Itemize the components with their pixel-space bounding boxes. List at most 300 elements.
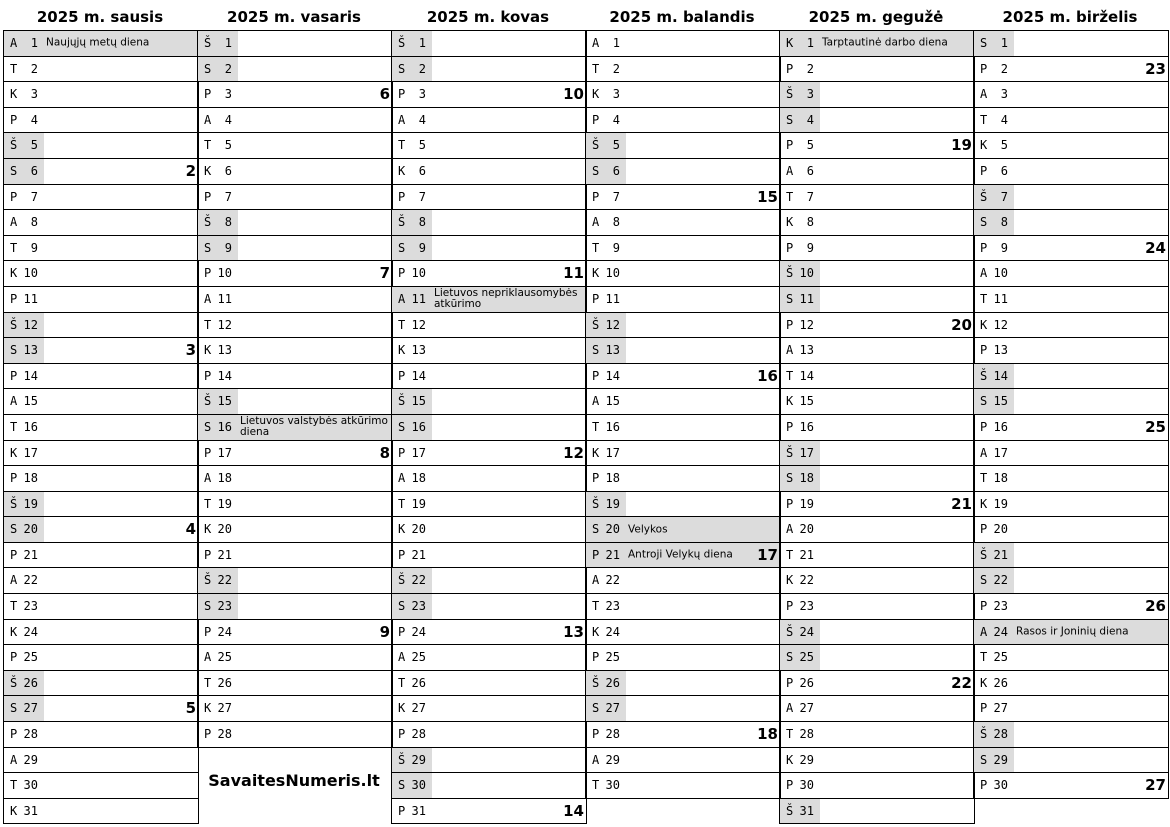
weekday-letter: K [786,36,794,50]
weekday-letter: S [592,343,600,358]
day-row [974,645,1168,671]
day-list [779,30,975,824]
weekday-letter: T [204,675,212,690]
holiday-name: Tarptautinė darbo diena [822,36,948,49]
day-row [198,492,392,518]
day-number: 7 [418,189,426,204]
holiday-name: Antroji Velykų diena [628,548,733,561]
day-number: 21 [217,547,232,562]
weekday-letter: Š [786,266,794,281]
day-number: 5 [30,138,38,153]
day-row [586,108,780,134]
day-row [974,236,1168,262]
weekday-letter: K [980,317,988,332]
weekday-letter: Š [980,189,988,204]
day-list [585,30,781,799]
weekday-letter: P [10,650,18,665]
weekday-letter: P [980,240,988,255]
day-row [392,543,586,569]
weekday-letter: T [204,496,212,511]
day-row [780,364,974,390]
month-title: 2025 m. birželis [1002,8,1138,26]
day-row [586,441,780,467]
day-number: 14 [799,368,814,383]
day-number: 7 [30,189,38,204]
weekday-letter: Š [980,368,988,383]
day-number: 26 [993,675,1008,690]
day-row [780,773,974,799]
weekday-letter: A [204,650,212,665]
day-number: 26 [217,675,232,690]
day-number: 9 [1000,240,1008,255]
weekday-letter: P [398,266,406,281]
week-number: 5 [185,699,196,718]
weekday-letter: P [10,189,18,204]
day-number: 5 [1000,138,1008,153]
day-row [974,159,1168,185]
day-row [4,696,198,722]
day-number: 25 [605,650,620,665]
day-number: 9 [806,240,814,255]
weekday-letter: S [398,778,406,793]
day-row [198,133,392,159]
weekday-letter: Š [10,496,18,511]
weekday-letter: T [786,547,794,562]
day-number: 30 [993,778,1008,793]
day-number: 16 [217,419,232,434]
weekday-letter: A [786,343,794,358]
weekday-letter: T [204,138,212,153]
day-row [198,466,392,492]
day-row [586,671,780,697]
weekday-letter: A [592,394,600,409]
weekday-letter: P [204,445,212,460]
week-number: 26 [1145,597,1166,616]
day-number: 9 [612,240,620,255]
weekday-letter: S [786,471,794,486]
day-number: 19 [993,496,1008,511]
weekday-letter: P [980,522,988,537]
weekday-letter: S [980,394,988,409]
day-row [4,82,198,108]
day-number: 23 [217,599,232,614]
day-number: 23 [23,599,38,614]
day-number: 2 [806,61,814,76]
weekday-letter: A [980,87,988,102]
day-row [4,313,198,339]
weekday-letter: P [204,727,212,742]
weekday-letter: S [10,522,18,537]
day-row [974,338,1168,364]
day-row [392,159,586,185]
day-number: 19 [411,496,426,511]
weekday-letter: P [786,778,794,793]
holiday-name: Lietuvos valstybės atkūrimo diena [240,415,388,439]
weekday-letter: S [980,215,988,230]
weekday-letter: P [10,471,18,486]
day-row [4,338,198,364]
day-row [4,108,198,134]
day-number: 27 [799,701,814,716]
day-row [974,671,1168,697]
day-row [392,568,586,594]
day-number: 29 [993,752,1008,767]
day-row [586,133,780,159]
day-row [4,568,198,594]
weekday-letter: P [204,266,212,281]
week-number: 6 [379,85,390,104]
week-number: 23 [1145,59,1166,78]
day-number: 22 [605,573,620,588]
day-row [198,389,392,415]
day-number: 5 [224,138,232,153]
day-row [198,236,392,262]
day-row [392,31,586,57]
weekday-letter: P [592,727,600,742]
day-row [586,466,780,492]
day-number: 17 [411,445,426,460]
day-row [974,748,1168,774]
day-row [780,722,974,748]
week-number: 18 [757,725,778,744]
day-number: 17 [799,445,814,460]
week-number: 24 [1145,238,1166,257]
weekday-letter: P [398,624,406,639]
weekday-letter: K [592,624,600,639]
weekday-letter: T [10,599,18,614]
weekday-letter: T [786,368,794,383]
day-row [198,645,392,671]
day-number: 15 [605,394,620,409]
week-number: 19 [951,136,972,155]
weekday-letter: P [398,189,406,204]
day-number: 18 [799,471,814,486]
weekday-letter: Š [204,394,212,409]
day-row [4,210,198,236]
day-number: 6 [806,163,814,178]
weekday-letter: Š [398,36,406,50]
day-row [392,620,586,646]
day-row [392,338,586,364]
day-number: 11 [993,291,1008,306]
day-number: 9 [30,240,38,255]
weekday-letter: K [398,701,406,716]
day-number: 11 [411,291,426,306]
day-row [974,133,1168,159]
holiday-name: Lietuvos nepriklausomybės atkūrimo [434,287,578,311]
day-number: 28 [605,727,620,742]
day-number: 10 [23,266,38,281]
day-number: 23 [993,599,1008,614]
day-number: 19 [23,496,38,511]
weekday-letter: P [398,87,406,102]
day-row [974,620,1168,646]
day-row [4,261,198,287]
day-row [780,620,974,646]
weekday-letter: Š [592,496,600,511]
day-row [586,82,780,108]
holiday-name: Velykos [628,523,668,536]
day-row [198,415,392,441]
day-number: 5 [806,138,814,153]
day-number: 20 [993,522,1008,537]
weekday-letter: S [204,599,212,614]
weekday-letter: P [398,803,406,818]
day-row [4,389,198,415]
day-row [392,748,586,774]
day-row [198,210,392,236]
day-number: 9 [224,240,232,255]
day-number: 18 [605,471,620,486]
day-list [197,30,393,748]
day-row [4,773,198,799]
weekday-letter: P [980,343,988,358]
weekday-letter: P [786,419,794,434]
day-number: 17 [993,445,1008,460]
week-number: 22 [951,673,972,692]
day-number: 3 [30,87,38,102]
day-number: 8 [1000,215,1008,230]
month-title: 2025 m. sausis [36,8,164,26]
day-number: 1 [224,36,232,50]
day-number: 2 [612,61,620,76]
day-row [198,159,392,185]
day-row [4,441,198,467]
weekday-letter: K [204,163,212,178]
weekday-letter: P [592,291,600,306]
weekday-letter: P [786,675,794,690]
day-number: 19 [217,496,232,511]
day-row [780,389,974,415]
day-row [586,645,780,671]
weekday-letter: T [10,61,18,76]
weekday-letter: T [980,650,988,665]
weekday-letter: Š [10,675,18,690]
weekday-letter: K [786,394,794,409]
day-number: 24 [411,624,426,639]
day-row [780,210,974,236]
weekday-letter: P [786,317,794,332]
day-number: 21 [799,547,814,562]
weekday-letter: S [592,163,600,178]
day-row [780,82,974,108]
day-number: 16 [23,419,38,434]
weekday-letter: A [592,36,600,50]
day-number: 2 [1000,61,1008,76]
weekday-letter: T [10,240,18,255]
day-number: 30 [605,778,620,793]
weekday-letter: Š [592,675,600,690]
day-number: 30 [799,778,814,793]
site-name: SavaitesNumeris.lt [208,771,380,790]
weekday-letter: Š [204,215,212,230]
day-row [780,543,974,569]
weekday-letter: P [204,368,212,383]
day-number: 12 [799,317,814,332]
day-number: 15 [993,394,1008,409]
weekday-letter: K [786,215,794,230]
day-number: 21 [411,547,426,562]
weekday-letter: A [592,573,600,588]
day-row [974,543,1168,569]
day-row [392,441,586,467]
day-number: 24 [993,624,1008,639]
day-row [198,696,392,722]
day-number: 24 [605,624,620,639]
weekday-letter: Š [398,215,406,230]
weekday-letter: A [10,215,18,230]
weekday-letter: P [980,61,988,76]
day-number: 25 [217,650,232,665]
weekday-letter: Š [592,138,600,153]
weekday-letter: A [398,650,406,665]
weekday-letter: A [786,701,794,716]
day-number: 25 [993,650,1008,665]
day-row [198,82,392,108]
day-number: 3 [612,87,620,102]
day-row [392,133,586,159]
day-number: 8 [224,215,232,230]
day-row [4,287,198,313]
day-row [198,108,392,134]
day-row [974,108,1168,134]
weekday-letter: P [786,61,794,76]
day-number: 27 [23,701,38,716]
weekday-letter: T [398,138,406,153]
day-row [4,466,198,492]
weekday-letter: P [786,496,794,511]
weekday-letter: A [398,471,406,486]
day-row [780,415,974,441]
day-row [392,82,586,108]
weekday-letter: S [10,701,18,716]
month-title: 2025 m. balandis [609,8,755,26]
weekday-letter: T [592,778,600,793]
day-row [198,441,392,467]
weekday-letter: K [786,752,794,767]
weekday-letter: K [398,163,406,178]
day-row [974,57,1168,83]
day-number: 4 [612,112,620,127]
day-number: 29 [23,752,38,767]
day-row [198,594,392,620]
weekday-letter: P [592,547,600,562]
day-row [4,133,198,159]
day-number: 3 [224,87,232,102]
day-number: 21 [993,547,1008,562]
day-number: 4 [1000,112,1008,127]
weekday-letter: S [398,61,406,76]
day-row [780,594,974,620]
day-number: 12 [411,317,426,332]
day-row [4,185,198,211]
weekday-letter: T [980,112,988,127]
day-number: 26 [23,675,38,690]
day-number: 11 [605,291,620,306]
weekday-letter: P [980,599,988,614]
month-title: 2025 m. gegužė [808,8,944,26]
day-number: 4 [224,112,232,127]
day-row [780,517,974,543]
weekday-letter: S [980,36,988,50]
day-row [4,364,198,390]
weekday-letter: K [10,803,18,818]
day-number: 19 [799,496,814,511]
day-row [392,185,586,211]
day-row [974,185,1168,211]
weekday-letter: A [398,291,406,306]
day-row [4,159,198,185]
weekday-letter: K [592,266,600,281]
day-row [198,57,392,83]
day-row [586,389,780,415]
day-number: 5 [418,138,426,153]
weekday-letter: P [592,471,600,486]
weekday-letter: S [980,752,988,767]
day-row [780,492,974,518]
day-row [198,671,392,697]
day-number: 7 [1000,189,1008,204]
weekday-letter: P [980,701,988,716]
weekday-letter: P [592,650,600,665]
weekday-letter: P [980,419,988,434]
weekday-letter: Š [786,87,794,102]
week-number: 14 [563,801,584,820]
day-row [392,799,586,825]
day-row [974,722,1168,748]
day-number: 14 [411,368,426,383]
day-number: 25 [23,650,38,665]
day-row [4,799,198,825]
day-number: 29 [605,752,620,767]
week-number: 2 [185,161,196,180]
weekday-letter: T [398,496,406,511]
day-row [780,466,974,492]
weekday-letter: P [204,624,212,639]
day-row [586,236,780,262]
weekday-letter: P [10,547,18,562]
day-number: 9 [418,240,426,255]
day-number: 28 [411,727,426,742]
week-number: 20 [951,315,972,334]
day-row [974,773,1168,799]
day-number: 16 [993,419,1008,434]
day-row [780,159,974,185]
day-number: 8 [612,215,620,230]
day-number: 10 [605,266,620,281]
day-number: 24 [799,624,814,639]
weekday-letter: K [786,573,794,588]
day-row [586,517,780,543]
day-row [586,338,780,364]
weekday-letter: S [204,240,212,255]
day-row [198,313,392,339]
week-number: 16 [757,366,778,385]
day-number: 20 [799,522,814,537]
weekday-letter: Š [786,445,794,460]
day-number: 15 [217,394,232,409]
weekday-letter: K [592,87,600,102]
weekday-letter: S [10,343,18,358]
day-row [974,466,1168,492]
day-row [198,31,392,57]
day-number: 13 [605,343,620,358]
day-row [4,31,198,57]
week-number: 7 [379,264,390,283]
weekday-letter: K [398,522,406,537]
day-row [198,338,392,364]
day-row [392,466,586,492]
